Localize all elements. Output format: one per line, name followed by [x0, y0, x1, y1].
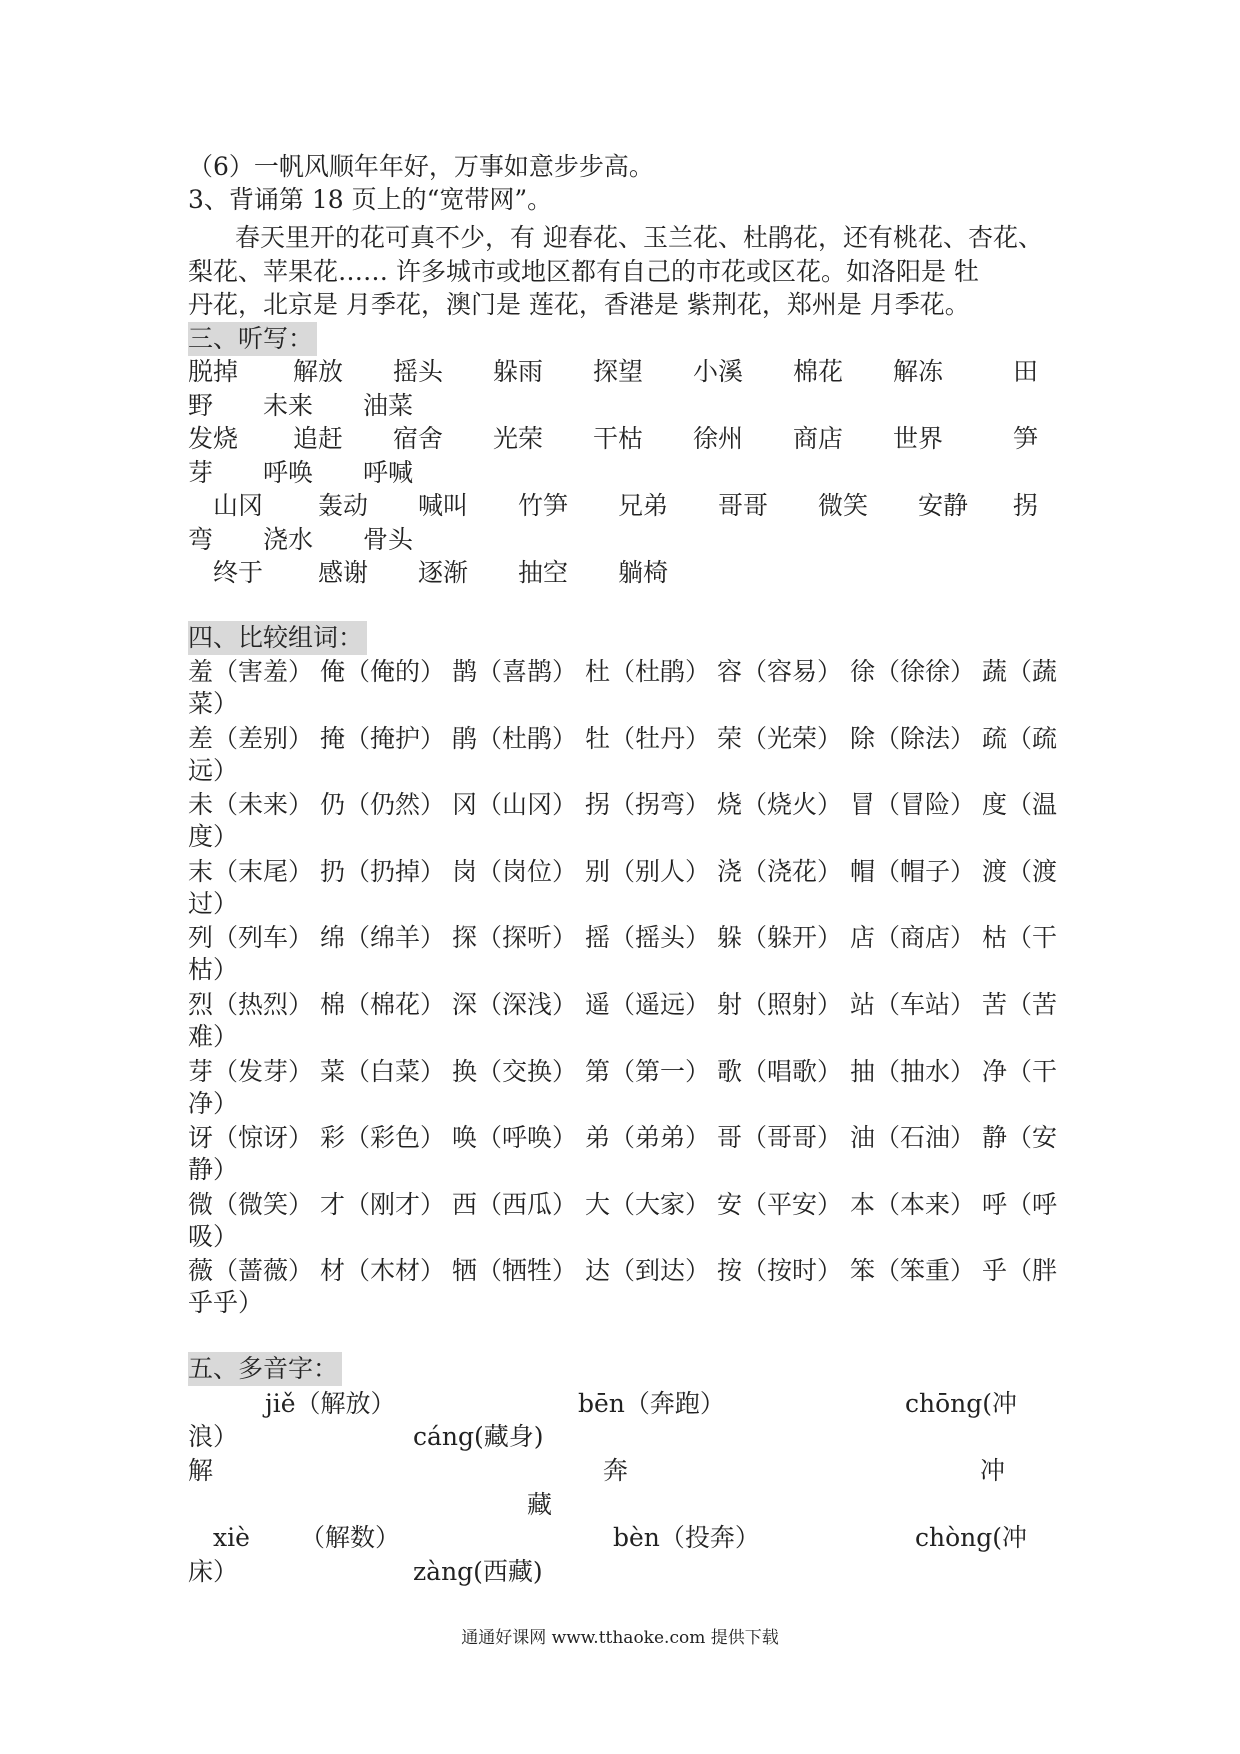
dictation-word: 光荣	[493, 424, 544, 453]
compare-word: 静（安	[982, 1123, 1058, 1153]
compare-word: 换（交换）	[452, 1056, 578, 1086]
polyphone-entry: bèn（投奔）	[613, 1523, 760, 1552]
compare-word: 呼（呼	[982, 1189, 1058, 1219]
dictation-word: 安静	[918, 491, 969, 520]
compare-word: 度（温	[982, 790, 1058, 820]
polyphone-entry: （解数）	[300, 1523, 401, 1552]
compare-word: 净（干	[982, 1056, 1058, 1086]
compare-word: 棉（棉花）	[320, 990, 446, 1019]
compare-word: 歌（唱歌）	[717, 1056, 843, 1086]
compare-word: 牺（牺牲）	[452, 1256, 578, 1286]
compare-word: 材（木材）	[320, 1256, 446, 1286]
compare-word: 差（差别）	[188, 723, 314, 753]
compare-word: 冈（山冈）	[452, 790, 578, 820]
compare-word: 容（容易）	[717, 657, 843, 686]
compare-word: 摇（摇头）	[585, 923, 711, 953]
dictation-word: 发烧	[188, 424, 239, 453]
dictation-word: 田	[1013, 357, 1039, 386]
dictation-word: 感谢	[318, 558, 369, 587]
compare-word: 本（本来）	[850, 1189, 976, 1219]
compare-word: 按（按时）	[717, 1256, 843, 1286]
compare-word: 达（到达）	[585, 1256, 711, 1286]
dictation-word: 宿舍	[393, 424, 444, 453]
compare-word: 扔（扔掉）	[320, 856, 446, 886]
compare-word: 微（微笑）	[188, 1189, 314, 1219]
compare-word: 安（平安）	[717, 1189, 843, 1219]
compare-word: 蔬（蔬	[982, 657, 1058, 686]
compare-word: 远）	[188, 755, 239, 785]
compare-word: 拐（拐弯）	[585, 790, 711, 820]
polyphone-heading: 五、多音字：	[188, 1352, 342, 1386]
polyphone-entry: bēn（奔跑）	[578, 1389, 725, 1418]
compare-word: 芽（发芽）	[188, 1056, 314, 1086]
compare-word: 仍（仍然）	[320, 790, 446, 820]
compare-word: 净）	[188, 1088, 239, 1118]
compare-word: 彩（彩色）	[320, 1123, 446, 1153]
dictation-word: 哥哥	[718, 491, 769, 520]
dictation-word: 呼唤	[263, 458, 314, 487]
dictation-word: 解冻	[893, 357, 944, 386]
dictation-word: 未来	[263, 391, 314, 420]
compare-word: 未（未来）	[188, 790, 314, 820]
dictation-word: 棉花	[793, 357, 844, 386]
compare-word: 射（照射）	[717, 990, 843, 1019]
compare-word: 店（商店）	[850, 923, 976, 953]
dictation-word: 弯	[188, 525, 214, 554]
passage-line-1: 春天里开的花可真不少，有 迎春花、玉兰花、杜鹃花，还有桃花、杏花、	[235, 223, 1043, 252]
compare-word: 唤（呼唤）	[452, 1123, 578, 1153]
compare-word: 列（列车）	[188, 923, 314, 953]
compare-word: 浇（浇花）	[717, 856, 843, 886]
compare-word: 绵（绵羊）	[320, 923, 446, 953]
compare-word: 烧（烧火）	[717, 790, 843, 820]
compare-word: 鹊（喜鹊）	[452, 657, 578, 686]
polyphone-entry: xiè	[213, 1523, 250, 1552]
dictation-word: 轰动	[318, 491, 369, 520]
compare-word: 探（探听）	[452, 923, 578, 953]
dictation-word: 徐州	[693, 424, 744, 453]
compare-word: 枯）	[188, 955, 239, 985]
dictation-word: 躺椅	[618, 558, 669, 587]
compare-word: 静）	[188, 1155, 239, 1185]
compare-word: 哥（哥哥）	[717, 1123, 843, 1153]
dictation-word: 抽空	[518, 558, 569, 587]
compare-word: 菜（白菜）	[320, 1056, 446, 1086]
compare-word: 度）	[188, 822, 239, 852]
compare-word: 薇（蔷薇）	[188, 1256, 314, 1286]
compare-word: 抽（抽水）	[850, 1056, 976, 1086]
polyphone-entry: chòng(冲	[915, 1523, 1028, 1552]
compare-word: 笨（笨重）	[850, 1256, 976, 1286]
compare-word: 乎乎）	[188, 1288, 264, 1318]
dictation-word: 拐	[1013, 491, 1039, 520]
dictation-word: 脱掉	[188, 357, 239, 386]
polyphone-entry: chōng(冲	[905, 1389, 1018, 1418]
dictation-word: 浇水	[263, 525, 314, 554]
polyphone-entry: 浪）	[188, 1422, 239, 1451]
compare-word: 乎（胖	[982, 1256, 1058, 1286]
dictation-word: 骨头	[363, 525, 414, 554]
compare-word: 才（刚才）	[320, 1189, 446, 1219]
compare-word: 苦（苦	[982, 990, 1058, 1019]
compare-word: 疏（疏	[982, 723, 1058, 753]
compare-word: 吸）	[188, 1221, 239, 1251]
dictation-word: 世界	[893, 424, 944, 453]
polyphone-entry: cáng(藏身)	[413, 1422, 544, 1451]
dictation-word: 小溪	[693, 357, 744, 386]
compare-heading: 四、比较组词：	[188, 621, 367, 655]
polyphone-entry: 床）	[188, 1557, 239, 1586]
recite-item: 3、背诵第 18 页上的“宽带网”。	[188, 185, 553, 214]
compare-word: 牡（牡丹）	[585, 723, 711, 753]
polyphone-entry: 奔	[603, 1456, 629, 1485]
compare-word: 枯（干	[982, 923, 1058, 953]
dictation-word: 喊叫	[418, 491, 469, 520]
dictation-word: 追赶	[293, 424, 344, 453]
compare-word: 讶（惊讶）	[188, 1123, 314, 1153]
compare-word: 荣（光荣）	[717, 723, 843, 753]
compare-word: 徐（徐徐）	[850, 657, 976, 686]
compare-word: 鹃（杜鹃）	[452, 723, 578, 753]
polyphone-entry: 解	[188, 1456, 214, 1485]
dictation-word: 芽	[188, 458, 214, 487]
dictation-word: 终于	[213, 558, 264, 587]
proverb-line: （6）一帆风顺年年好，万事如意步步高。	[188, 152, 654, 181]
compare-word: 躲（躲开）	[717, 923, 843, 953]
dictation-word: 商店	[793, 424, 844, 453]
compare-word: 难）	[188, 1022, 239, 1051]
compare-word: 除（除法）	[850, 723, 976, 753]
dictation-word: 兄弟	[618, 491, 669, 520]
dictation-word: 山冈	[213, 491, 264, 520]
compare-word: 第（第一）	[585, 1056, 711, 1086]
compare-word: 深（深浅）	[452, 990, 578, 1019]
dictation-word: 逐渐	[418, 558, 469, 587]
compare-word: 菜）	[188, 689, 239, 718]
compare-word: 油（石油）	[850, 1123, 976, 1153]
compare-word: 俺（俺的）	[320, 657, 446, 686]
polyphone-entry: jiě（解放）	[265, 1389, 396, 1418]
polyphone-entry: 冲	[980, 1456, 1006, 1485]
footer-credit: 通通好课网 www.tthaoke.com 提供下载	[461, 1628, 779, 1648]
compare-word: 弟（弟弟）	[585, 1123, 711, 1153]
compare-word: 西（西瓜）	[452, 1189, 578, 1219]
compare-word: 杜（杜鹃）	[585, 657, 711, 686]
polyphone-entry: 藏	[527, 1490, 553, 1519]
dictation-word: 野	[188, 391, 214, 420]
dictation-word: 解放	[293, 357, 344, 386]
compare-word: 掩（掩护）	[320, 723, 446, 753]
compare-word: 冒（冒险）	[850, 790, 976, 820]
compare-word: 别（别人）	[585, 856, 711, 886]
dictation-word: 探望	[593, 357, 644, 386]
compare-word: 岗（岗位）	[452, 856, 578, 886]
dictation-word: 油菜	[363, 391, 414, 420]
compare-word: 大（大家）	[585, 1189, 711, 1219]
dictation-word: 呼喊	[363, 458, 414, 487]
dictation-word: 摇头	[393, 357, 444, 386]
compare-word: 渡（渡	[982, 856, 1058, 886]
passage-line-3: 丹花，北京是 月季花，澳门是 莲花，香港是 紫荆花，郑州是 月季花。	[188, 290, 970, 319]
compare-word: 羞（害羞）	[188, 657, 314, 686]
passage-line-2: 梨花、苹果花…… 许多城市或地区都有自己的市花或区花。如洛阳是 牡	[188, 257, 979, 286]
dictation-heading: 三、听写：	[188, 322, 317, 356]
dictation-word: 竹笋	[518, 491, 569, 520]
dictation-word: 躲雨	[493, 357, 544, 386]
compare-word: 末（末尾）	[188, 856, 314, 886]
compare-word: 帽（帽子）	[850, 856, 976, 886]
dictation-word: 干枯	[593, 424, 644, 453]
compare-word: 站（车站）	[850, 990, 976, 1019]
polyphone-entry: zàng(西藏)	[413, 1557, 543, 1586]
compare-word: 遥（遥远）	[585, 990, 711, 1019]
dictation-word: 微笑	[818, 491, 869, 520]
compare-word: 烈（热烈）	[188, 990, 314, 1019]
compare-word: 过）	[188, 888, 239, 918]
dictation-word: 笋	[1013, 424, 1039, 453]
